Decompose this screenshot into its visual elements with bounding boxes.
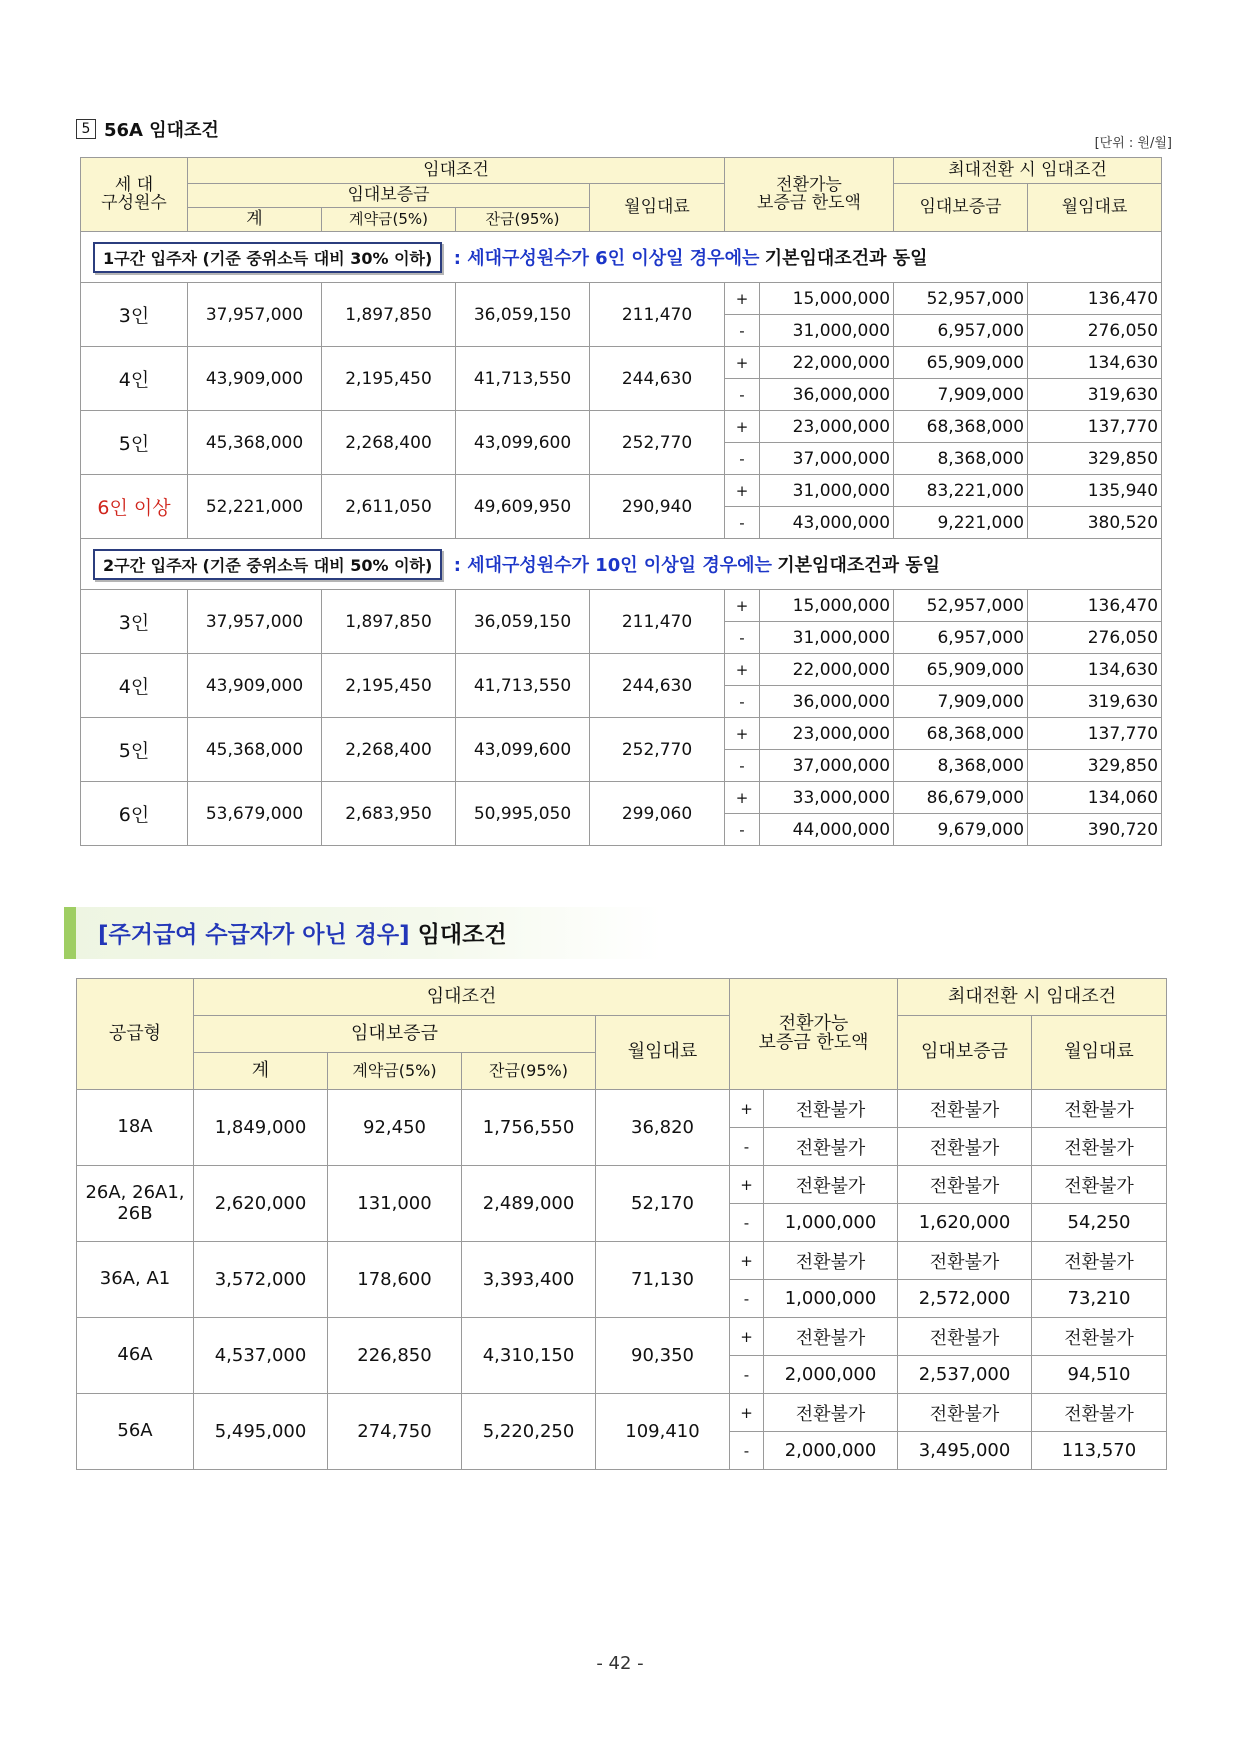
max-deposit: 7,909,000 bbox=[894, 379, 1028, 411]
minus-sign: - bbox=[725, 507, 760, 539]
unit-label: [단위 : 원/월] bbox=[1094, 136, 1172, 151]
max-rent: 329,850 bbox=[1028, 750, 1162, 782]
supply-type: 26A, 26A1, 26B bbox=[77, 1166, 194, 1242]
header-max-rent: 월임대료 bbox=[1032, 1016, 1167, 1090]
table-row bbox=[81, 411, 1162, 443]
deposit-balance: 50,995,050 bbox=[456, 782, 590, 846]
section-title bbox=[76, 116, 219, 142]
convertible-limit: 15,000,000 bbox=[760, 590, 894, 622]
max-rent: 276,050 bbox=[1028, 622, 1162, 654]
section2-title bbox=[98, 916, 507, 949]
deposit-balance: 2,489,000 bbox=[462, 1166, 596, 1242]
deposit-total: 45,368,000 bbox=[188, 411, 322, 475]
plus-sign: + bbox=[725, 718, 760, 750]
deposit-contract: 274,750 bbox=[328, 1394, 462, 1470]
table-row bbox=[81, 782, 1162, 814]
max-rent: 전환불가 bbox=[1032, 1090, 1167, 1128]
max-deposit: 전환불가 bbox=[898, 1394, 1032, 1432]
plus-sign: + bbox=[730, 1242, 764, 1280]
convertible-limit: 31,000,000 bbox=[760, 315, 894, 347]
header-balance: 잔금(95%) bbox=[462, 1053, 596, 1090]
deposit-balance: 5,220,250 bbox=[462, 1394, 596, 1470]
monthly-rent: 211,470 bbox=[590, 283, 725, 347]
deposit-total: 5,495,000 bbox=[194, 1394, 328, 1470]
plus-sign: + bbox=[730, 1394, 764, 1432]
deposit-balance: 43,099,600 bbox=[456, 718, 590, 782]
deposit-contract: 178,600 bbox=[328, 1242, 462, 1318]
max-deposit: 68,368,000 bbox=[894, 411, 1028, 443]
table-row bbox=[77, 1318, 1167, 1356]
max-rent: 73,210 bbox=[1032, 1280, 1167, 1318]
deposit-total: 43,909,000 bbox=[188, 347, 322, 411]
deposit-contract: 1,897,850 bbox=[322, 590, 456, 654]
convertible-limit: 23,000,000 bbox=[760, 718, 894, 750]
minus-sign: - bbox=[730, 1204, 764, 1242]
section2-title-black: 임대조건 bbox=[417, 922, 507, 948]
deposit-balance: 49,609,950 bbox=[456, 475, 590, 539]
table-row bbox=[81, 283, 1162, 315]
max-rent: 380,520 bbox=[1028, 507, 1162, 539]
monthly-rent: 36,820 bbox=[596, 1090, 730, 1166]
convertible-limit: 전환불가 bbox=[764, 1394, 898, 1432]
max-deposit: 52,957,000 bbox=[894, 590, 1028, 622]
convertible-limit: 31,000,000 bbox=[760, 622, 894, 654]
max-rent: 136,470 bbox=[1028, 590, 1162, 622]
max-rent: 134,630 bbox=[1028, 347, 1162, 379]
deposit-total: 52,221,000 bbox=[188, 475, 322, 539]
deposit-contract: 226,850 bbox=[328, 1318, 462, 1394]
group-note-blue: : 세대구성원수가 6인 이상일 경우에는 bbox=[453, 247, 760, 269]
table-row bbox=[77, 1090, 1167, 1128]
header-max-rent: 월임대료 bbox=[1028, 184, 1162, 232]
convertible-limit: 1,000,000 bbox=[764, 1280, 898, 1318]
plus-sign: + bbox=[725, 411, 760, 443]
minus-sign: - bbox=[725, 379, 760, 411]
header-rental-conditions: 임대조건 bbox=[194, 979, 730, 1016]
convertible-limit: 37,000,000 bbox=[760, 750, 894, 782]
table-row bbox=[77, 1394, 1167, 1432]
max-deposit: 2,537,000 bbox=[898, 1356, 1032, 1394]
deposit-balance: 1,756,550 bbox=[462, 1090, 596, 1166]
deposit-total: 3,572,000 bbox=[194, 1242, 328, 1318]
max-deposit: 8,368,000 bbox=[894, 443, 1028, 475]
convertible-limit: 31,000,000 bbox=[760, 475, 894, 507]
header-max-conversion: 최대전환 시 임대조건 bbox=[898, 979, 1167, 1016]
monthly-rent: 244,630 bbox=[590, 654, 725, 718]
max-deposit: 6,957,000 bbox=[894, 315, 1028, 347]
plus-sign: + bbox=[725, 782, 760, 814]
section-number-box: 5 bbox=[76, 119, 96, 139]
section2-accent-bar bbox=[64, 907, 76, 959]
deposit-contract: 131,000 bbox=[328, 1166, 462, 1242]
max-deposit: 65,909,000 bbox=[894, 654, 1028, 686]
plus-sign: + bbox=[730, 1166, 764, 1204]
max-rent: 137,770 bbox=[1028, 718, 1162, 750]
deposit-contract: 2,611,050 bbox=[322, 475, 456, 539]
monthly-rent: 109,410 bbox=[596, 1394, 730, 1470]
household-size: 4인 bbox=[81, 654, 188, 718]
deposit-total: 2,620,000 bbox=[194, 1166, 328, 1242]
header-max-deposit: 임대보증금 bbox=[898, 1016, 1032, 1090]
supply-type: 36A, A1 bbox=[77, 1242, 194, 1318]
deposit-balance: 36,059,150 bbox=[456, 283, 590, 347]
table-row bbox=[81, 718, 1162, 750]
table-row bbox=[81, 347, 1162, 379]
convertible-limit: 22,000,000 bbox=[760, 347, 894, 379]
max-rent: 136,470 bbox=[1028, 283, 1162, 315]
header-total: 계 bbox=[194, 1053, 328, 1090]
household-size: 3인 bbox=[81, 590, 188, 654]
group-banner-row bbox=[81, 232, 1162, 283]
household-size: 6인 이상 bbox=[81, 475, 188, 539]
group-note-black: 기본임대조건과 동일 bbox=[764, 247, 928, 269]
convertible-limit: 2,000,000 bbox=[764, 1356, 898, 1394]
max-deposit: 2,572,000 bbox=[898, 1280, 1032, 1318]
plus-sign: + bbox=[725, 347, 760, 379]
household-size: 6인 bbox=[81, 782, 188, 846]
header-household: 세 대 구성원수 bbox=[81, 158, 188, 232]
deposit-balance: 41,713,550 bbox=[456, 654, 590, 718]
supply-type: 46A bbox=[77, 1318, 194, 1394]
header-convertible-limit: 전환가능 보증금 한도액 bbox=[725, 158, 894, 232]
rental-conditions-table-non-beneficiary bbox=[76, 978, 1167, 1470]
max-deposit: 86,679,000 bbox=[894, 782, 1028, 814]
group-note-black: 기본임대조건과 동일 bbox=[777, 554, 941, 576]
household-size: 5인 bbox=[81, 411, 188, 475]
convertible-limit: 1,000,000 bbox=[764, 1204, 898, 1242]
group-banner-label: 2구간 입주자 (기준 중위소득 대비 50% 이하) bbox=[93, 549, 442, 580]
max-deposit: 전환불가 bbox=[898, 1166, 1032, 1204]
deposit-contract: 2,195,450 bbox=[322, 347, 456, 411]
header-deposit: 임대보증금 bbox=[194, 1016, 596, 1053]
deposit-total: 37,957,000 bbox=[188, 590, 322, 654]
max-rent: 390,720 bbox=[1028, 814, 1162, 846]
max-deposit: 83,221,000 bbox=[894, 475, 1028, 507]
max-rent: 전환불가 bbox=[1032, 1166, 1167, 1204]
max-deposit: 68,368,000 bbox=[894, 718, 1028, 750]
max-deposit: 전환불가 bbox=[898, 1318, 1032, 1356]
group-banner-cell bbox=[81, 232, 1162, 283]
monthly-rent: 252,770 bbox=[590, 718, 725, 782]
table-row bbox=[77, 1166, 1167, 1204]
rental-conditions-table-56a bbox=[80, 157, 1162, 846]
max-rent: 276,050 bbox=[1028, 315, 1162, 347]
deposit-total: 45,368,000 bbox=[188, 718, 322, 782]
deposit-contract: 1,897,850 bbox=[322, 283, 456, 347]
max-rent: 134,630 bbox=[1028, 654, 1162, 686]
convertible-limit: 43,000,000 bbox=[760, 507, 894, 539]
plus-sign: + bbox=[725, 654, 760, 686]
household-size: 4인 bbox=[81, 347, 188, 411]
minus-sign: - bbox=[725, 686, 760, 718]
header-total: 계 bbox=[188, 208, 322, 232]
header-contract: 계약금(5%) bbox=[328, 1053, 462, 1090]
monthly-rent: 244,630 bbox=[590, 347, 725, 411]
max-deposit: 7,909,000 bbox=[894, 686, 1028, 718]
convertible-limit: 44,000,000 bbox=[760, 814, 894, 846]
monthly-rent: 211,470 bbox=[590, 590, 725, 654]
plus-sign: + bbox=[730, 1318, 764, 1356]
minus-sign: - bbox=[725, 750, 760, 782]
deposit-total: 53,679,000 bbox=[188, 782, 322, 846]
deposit-balance: 4,310,150 bbox=[462, 1318, 596, 1394]
plus-sign: + bbox=[725, 283, 760, 315]
section-title-text: 56A 임대조건 bbox=[104, 120, 219, 141]
supply-type: 18A bbox=[77, 1090, 194, 1166]
max-rent: 319,630 bbox=[1028, 379, 1162, 411]
deposit-total: 43,909,000 bbox=[188, 654, 322, 718]
monthly-rent: 52,170 bbox=[596, 1166, 730, 1242]
deposit-contract: 2,683,950 bbox=[322, 782, 456, 846]
deposit-total: 1,849,000 bbox=[194, 1090, 328, 1166]
household-size: 3인 bbox=[81, 283, 188, 347]
convertible-limit: 15,000,000 bbox=[760, 283, 894, 315]
monthly-rent: 252,770 bbox=[590, 411, 725, 475]
header-convertible-limit: 전환가능 보증금 한도액 bbox=[730, 979, 898, 1090]
deposit-total: 4,537,000 bbox=[194, 1318, 328, 1394]
deposit-contract: 2,268,400 bbox=[322, 411, 456, 475]
convertible-limit: 37,000,000 bbox=[760, 443, 894, 475]
convertible-limit: 33,000,000 bbox=[760, 782, 894, 814]
section2-title-blue: [주거급여 수급자가 아닌 경우] bbox=[98, 922, 410, 948]
table-row bbox=[81, 475, 1162, 507]
max-rent: 329,850 bbox=[1028, 443, 1162, 475]
header-monthly-rent: 월임대료 bbox=[596, 1016, 730, 1090]
max-rent: 113,570 bbox=[1032, 1432, 1167, 1470]
page-number: - 42 - bbox=[596, 1653, 644, 1674]
minus-sign: - bbox=[730, 1356, 764, 1394]
deposit-contract: 2,268,400 bbox=[322, 718, 456, 782]
minus-sign: - bbox=[730, 1128, 764, 1166]
deposit-balance: 36,059,150 bbox=[456, 590, 590, 654]
monthly-rent: 290,940 bbox=[590, 475, 725, 539]
max-rent: 134,060 bbox=[1028, 782, 1162, 814]
convertible-limit: 23,000,000 bbox=[760, 411, 894, 443]
max-deposit: 6,957,000 bbox=[894, 622, 1028, 654]
convertible-limit: 전환불가 bbox=[764, 1090, 898, 1128]
max-deposit: 전환불가 bbox=[898, 1090, 1032, 1128]
max-rent: 137,770 bbox=[1028, 411, 1162, 443]
max-rent: 전환불가 bbox=[1032, 1128, 1167, 1166]
header-rental-conditions: 임대조건 bbox=[188, 158, 725, 184]
table-row bbox=[81, 654, 1162, 686]
monthly-rent: 90,350 bbox=[596, 1318, 730, 1394]
max-rent: 전환불가 bbox=[1032, 1242, 1167, 1280]
household-size: 5인 bbox=[81, 718, 188, 782]
max-rent: 54,250 bbox=[1032, 1204, 1167, 1242]
minus-sign: - bbox=[725, 315, 760, 347]
table-row bbox=[77, 1242, 1167, 1280]
minus-sign: - bbox=[725, 814, 760, 846]
group-banner-cell bbox=[81, 539, 1162, 590]
max-rent: 전환불가 bbox=[1032, 1394, 1167, 1432]
group-banner-label: 1구간 입주자 (기준 중위소득 대비 30% 이하) bbox=[93, 242, 442, 273]
monthly-rent: 71,130 bbox=[596, 1242, 730, 1318]
monthly-rent: 299,060 bbox=[590, 782, 725, 846]
convertible-limit: 전환불가 bbox=[764, 1128, 898, 1166]
header-max-deposit: 임대보증금 bbox=[894, 184, 1028, 232]
deposit-contract: 2,195,450 bbox=[322, 654, 456, 718]
convertible-limit: 36,000,000 bbox=[760, 379, 894, 411]
header-max-conversion: 최대전환 시 임대조건 bbox=[894, 158, 1162, 184]
deposit-balance: 3,393,400 bbox=[462, 1242, 596, 1318]
supply-type: 56A bbox=[77, 1394, 194, 1470]
convertible-limit: 전환불가 bbox=[764, 1318, 898, 1356]
max-deposit: 65,909,000 bbox=[894, 347, 1028, 379]
minus-sign: - bbox=[725, 443, 760, 475]
plus-sign: + bbox=[725, 590, 760, 622]
minus-sign: - bbox=[730, 1432, 764, 1470]
max-deposit: 9,679,000 bbox=[894, 814, 1028, 846]
minus-sign: - bbox=[730, 1280, 764, 1318]
max-deposit: 9,221,000 bbox=[894, 507, 1028, 539]
max-deposit: 전환불가 bbox=[898, 1128, 1032, 1166]
deposit-total: 37,957,000 bbox=[188, 283, 322, 347]
deposit-balance: 41,713,550 bbox=[456, 347, 590, 411]
convertible-limit: 전환불가 bbox=[764, 1166, 898, 1204]
convertible-limit: 22,000,000 bbox=[760, 654, 894, 686]
max-deposit: 전환불가 bbox=[898, 1242, 1032, 1280]
max-rent: 135,940 bbox=[1028, 475, 1162, 507]
max-rent: 전환불가 bbox=[1032, 1318, 1167, 1356]
max-rent: 319,630 bbox=[1028, 686, 1162, 718]
plus-sign: + bbox=[725, 475, 760, 507]
deposit-balance: 43,099,600 bbox=[456, 411, 590, 475]
max-deposit: 1,620,000 bbox=[898, 1204, 1032, 1242]
convertible-limit: 2,000,000 bbox=[764, 1432, 898, 1470]
plus-sign: + bbox=[730, 1090, 764, 1128]
max-deposit: 52,957,000 bbox=[894, 283, 1028, 315]
max-rent: 94,510 bbox=[1032, 1356, 1167, 1394]
header-deposit: 임대보증금 bbox=[188, 184, 590, 208]
group-note-blue: : 세대구성원수가 10인 이상일 경우에는 bbox=[453, 554, 772, 576]
max-deposit: 3,495,000 bbox=[898, 1432, 1032, 1470]
deposit-contract: 92,450 bbox=[328, 1090, 462, 1166]
header-balance: 잔금(95%) bbox=[456, 208, 590, 232]
group-banner-row bbox=[81, 539, 1162, 590]
max-deposit: 8,368,000 bbox=[894, 750, 1028, 782]
header-monthly-rent: 월임대료 bbox=[590, 184, 725, 232]
convertible-limit: 36,000,000 bbox=[760, 686, 894, 718]
table-row bbox=[81, 590, 1162, 622]
convertible-limit: 전환불가 bbox=[764, 1242, 898, 1280]
header-supply-type: 공급형 bbox=[77, 979, 194, 1090]
header-contract: 계약금(5%) bbox=[322, 208, 456, 232]
minus-sign: - bbox=[725, 622, 760, 654]
